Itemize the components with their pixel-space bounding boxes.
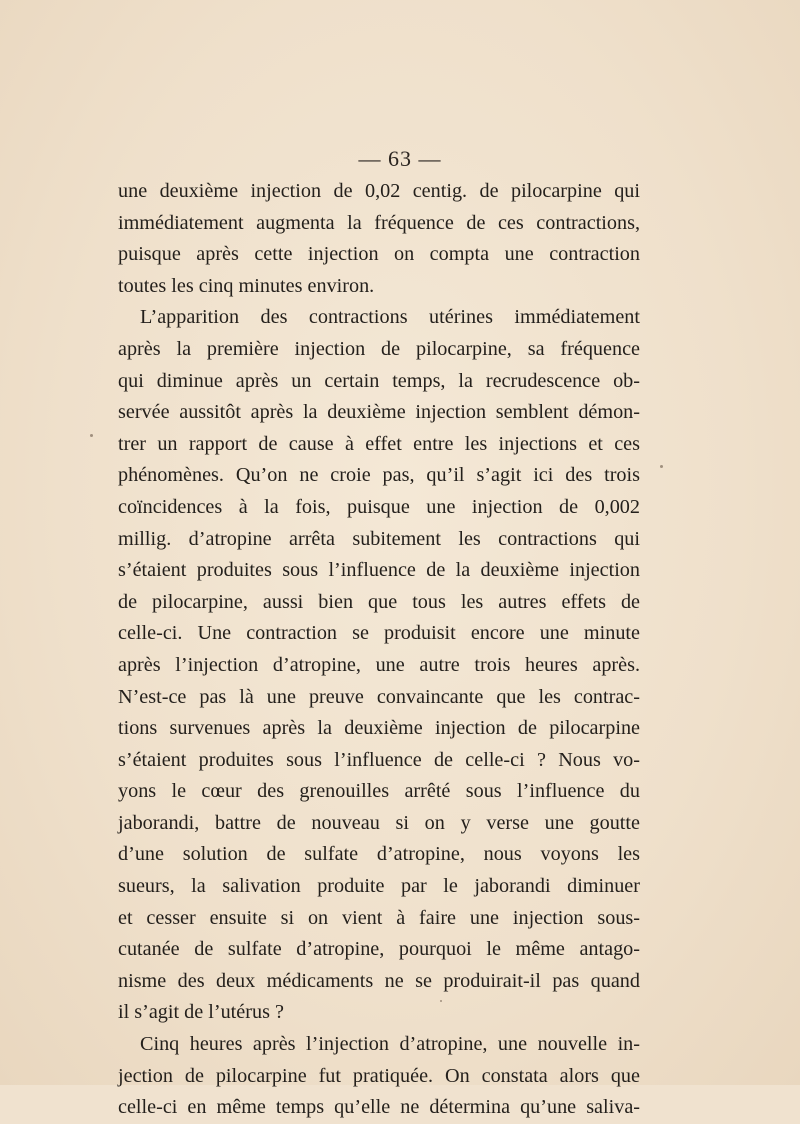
text-line: s’étaient produites sous l’influence de la deuxième injection bbox=[118, 559, 640, 582]
text-line: s’étaient produites sous l’influence de celle-ci ? Nous vo- bbox=[118, 748, 640, 771]
paper-speck bbox=[660, 465, 663, 468]
text-line: une deuxième injection de 0,02 centig. de pilocarpine qui bbox=[118, 180, 640, 202]
text-line: nisme des deux médicaments ne se produirait-il pas quand bbox=[118, 969, 640, 992]
text-line: Cinq heures après l’injection d’atropine, une nouvelle in- bbox=[140, 1033, 640, 1056]
body-text bbox=[118, 176, 640, 1124]
text-line: et cesser ensuite si on vient à faire une injection sous- bbox=[118, 906, 640, 929]
text-line: sueurs, la salivation produite par le jaborandi diminuer bbox=[118, 875, 640, 898]
text-line: qui diminue après un certain temps, la recrudescence ob- bbox=[118, 369, 640, 392]
text-line: cutanée de sulfate d’atropine, pourquoi le même antago- bbox=[118, 938, 640, 961]
text-line: millig. d’atropine arrêta subitement les contractions qui bbox=[118, 527, 640, 550]
text-line: de pilocarpine, aussi bien que tous les autres effets de bbox=[118, 590, 640, 613]
text-line: celle-ci en même temps qu’elle ne détermina qu’une saliva- bbox=[118, 1096, 640, 1119]
text-line: après la première injection de pilocarpine, sa fréquence bbox=[118, 337, 640, 360]
page-number: — 63 — bbox=[358, 146, 442, 171]
paper-speck bbox=[440, 1000, 442, 1002]
text-line: L’apparition des contractions utérines immédiatement bbox=[140, 306, 640, 329]
text-line: il s’agit de l’utérus ? bbox=[118, 1001, 284, 1024]
text-line: après l’injection d’atropine, une autre trois heures après. bbox=[118, 653, 640, 676]
text-line: trer un rapport de cause à effet entre les injections et ces bbox=[118, 432, 640, 455]
text-line: coïncidences à la fois, puisque une injection de 0,002 bbox=[118, 495, 640, 518]
text-line: N’est-ce pas là une preuve convaincante que les contrac- bbox=[118, 685, 640, 708]
text-line: jection de pilocarpine fut pratiquée. On constata alors que bbox=[118, 1064, 640, 1087]
text-line: toutes les cinq minutes environ. bbox=[118, 274, 375, 297]
text-line: phénomènes. Qu’on ne croie pas, qu’il s’agit ici des trois bbox=[118, 464, 640, 487]
paper-speck bbox=[90, 434, 93, 437]
text-line: jaborandi, battre de nouveau si on y verse une goutte bbox=[118, 811, 640, 834]
text-line: immédiatement augmenta la fréquence de ces contractions, bbox=[118, 211, 640, 234]
text-line: yons le cœur des grenouilles arrêté sous l’influence du bbox=[118, 780, 640, 803]
text-line: tions survenues après la deuxième injection de pilocarpine bbox=[118, 717, 640, 740]
text-line: celle-ci. Une contraction se produisit encore une minute bbox=[118, 622, 640, 645]
text-line: servée aussitôt après la deuxième injection semblent démon- bbox=[118, 401, 640, 424]
text-line: d’une solution de sulfate d’atropine, nous voyons les bbox=[118, 843, 640, 866]
text-line: puisque après cette injection on compta une contraction bbox=[118, 243, 640, 266]
